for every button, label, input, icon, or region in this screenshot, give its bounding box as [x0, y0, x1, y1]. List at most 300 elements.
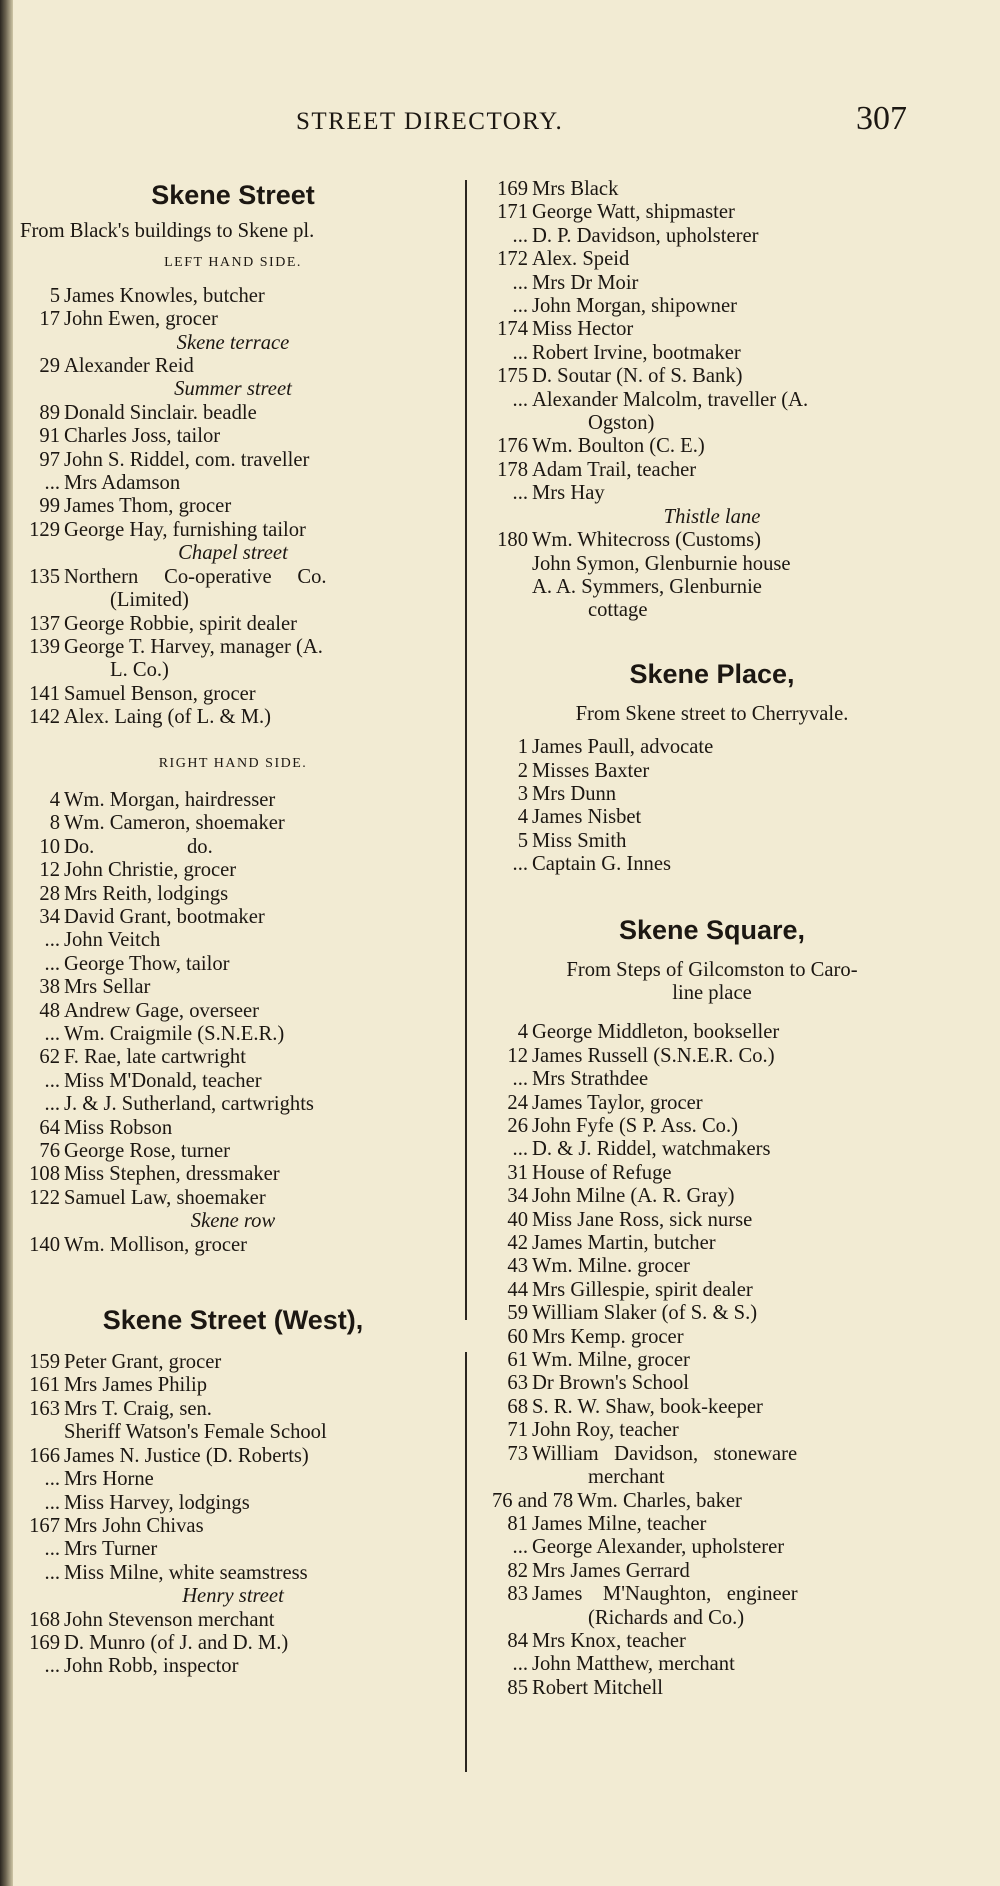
directory-entry [492, 783, 932, 806]
directory-entry [492, 459, 932, 482]
house-number: 59 [507, 1302, 528, 1325]
directory-entry [492, 225, 932, 248]
directory-entry [20, 1163, 446, 1186]
occupant: James M'Naughton, engineer [532, 1583, 798, 1606]
house-number: 171 [497, 201, 528, 224]
occupant: Miss Milne, white seamstress [64, 1561, 308, 1584]
entry-continuation: (Limited) [110, 589, 189, 612]
house-number: ... [44, 1069, 60, 1092]
house-number: ... [512, 388, 528, 411]
directory-entry [492, 1677, 932, 1700]
directory-entry [20, 1023, 446, 1046]
occupant: John Robb, inspector [64, 1655, 239, 1678]
street-extent: From Black's buildings to Skene pl. [20, 220, 315, 242]
directory-entry [492, 760, 932, 783]
house-number: 5 [517, 829, 528, 852]
occupant: S. R. W. Shaw, book-keeper [532, 1395, 763, 1418]
house-number: 28 [39, 882, 60, 905]
directory-entry [20, 472, 446, 495]
occupant: Northern Co-operative Co. [64, 565, 327, 588]
directory-entry [492, 178, 932, 201]
side-heading: LEFT HAND SIDE. [164, 255, 302, 271]
occupant: Donald Sinclair. beadle [64, 401, 257, 424]
occupant: Wm. Milne. grocer [532, 1255, 690, 1278]
occupant: George Thow, tailor [64, 952, 230, 975]
occupant: Do. do. [64, 835, 213, 858]
house-number: 82 [507, 1559, 528, 1582]
column-divider [465, 180, 467, 1320]
occupant: William Davidson, stoneware [532, 1442, 798, 1465]
occupant: Alex. Speid [532, 248, 630, 271]
directory-entry [20, 1234, 446, 1257]
occupant: Mrs Gillespie, spirit dealer [532, 1278, 753, 1301]
occupant: Miss Smith [532, 829, 627, 852]
occupant: Wm. Morgan, hairdresser [64, 788, 276, 811]
house-number: 29 [39, 355, 60, 378]
directory-entry [20, 812, 446, 835]
directory-entry [20, 1140, 446, 1163]
house-number: 163 [29, 1397, 60, 1420]
directory-entry [20, 1000, 446, 1023]
house-number: 5 [49, 284, 60, 307]
occupant: Mrs Black [532, 178, 619, 200]
house-number: ... [44, 1655, 60, 1678]
house-number: ... [512, 1536, 528, 1559]
occupant: George Watt, shipmaster [532, 201, 735, 224]
house-number: ... [512, 224, 528, 247]
directory-entry [20, 1655, 446, 1678]
occupant: D. & J. Riddel, watchmakers [532, 1138, 771, 1161]
entry-list [20, 789, 446, 1257]
occupant: Mrs Turner [64, 1538, 158, 1561]
directory-entry [492, 1209, 932, 1232]
directory-entry [20, 1492, 446, 1515]
directory-entry [492, 1068, 932, 1091]
directory-entry [20, 683, 446, 706]
page-number: 307 [856, 100, 907, 137]
occupant: Mrs Dr Moir [532, 271, 639, 294]
directory-entry [492, 529, 932, 552]
occupant: Miss Hector [532, 318, 634, 341]
directory-entry [20, 859, 446, 882]
occupant: John Stevenson merchant [64, 1608, 275, 1631]
page-binding-edge [0, 0, 13, 1886]
house-number: ... [44, 1491, 60, 1514]
directory-entry [492, 1302, 932, 1325]
directory-entry [492, 1630, 932, 1653]
house-number: 161 [29, 1374, 60, 1397]
directory-entry [492, 1419, 932, 1442]
occupant: Alexander Malcolm, traveller (A. [532, 388, 809, 411]
directory-entry [492, 389, 932, 412]
occupant: D. P. Davidson, upholsterer [532, 224, 759, 247]
house-number: 81 [507, 1512, 528, 1535]
running-title: STREET DIRECTORY. [296, 108, 564, 135]
directory-entry [492, 1349, 932, 1372]
house-number: ... [44, 1538, 60, 1561]
directory-entry [20, 929, 446, 952]
directory-entry [20, 953, 446, 976]
directory-entry [492, 1560, 932, 1583]
cross-street: Skene row [190, 1210, 276, 1233]
house-number: 2 [517, 759, 528, 782]
occupant: Andrew Gage, overseer [64, 999, 259, 1022]
directory-entry [492, 342, 932, 365]
column-divider [465, 1352, 467, 1772]
directory-entry [20, 1046, 446, 1069]
house-number: 4 [49, 788, 60, 811]
house-number: 99 [39, 495, 60, 518]
directory-entry [20, 519, 446, 542]
occupant: James Russell (S.N.E.R. Co.) [532, 1044, 775, 1067]
house-number: 76 [39, 1140, 60, 1163]
directory-entry [20, 1538, 446, 1561]
occupant: Mrs John Chivas [64, 1514, 204, 1537]
house-number: 108 [29, 1163, 60, 1186]
directory-entry [492, 853, 932, 876]
house-number: 167 [29, 1514, 60, 1537]
directory-entry [492, 1045, 932, 1068]
directory-entry [20, 308, 446, 331]
occupant: Robert Irvine, bootmaker [532, 341, 741, 364]
street-heading: Skene Place, [629, 658, 795, 689]
street-heading: Skene Street [151, 180, 315, 210]
directory-entry [20, 706, 446, 729]
house-number: 71 [507, 1419, 528, 1442]
house-number: 60 [507, 1325, 528, 1348]
left-column [20, 178, 446, 1679]
occupant: Dr Brown's School [532, 1372, 690, 1395]
house-number: 17 [39, 308, 60, 331]
entry-list [20, 285, 446, 730]
occupant: John Ewen, grocer [64, 308, 218, 331]
occupant: Samuel Law, shoemaker [64, 1186, 266, 1209]
house-number: ... [44, 1093, 60, 1116]
house-number: 169 [497, 178, 528, 200]
occupant: Miss Harvey, lodgings [64, 1491, 250, 1514]
directory-entry [20, 402, 446, 425]
cross-street: Chapel street [178, 542, 288, 565]
house-number: 44 [507, 1278, 528, 1301]
directory-entry [20, 1117, 446, 1140]
directory-entry [20, 1351, 446, 1374]
occupant: John S. Riddel, com. traveller [64, 448, 310, 471]
directory-entry [492, 1513, 932, 1536]
house-number: 64 [39, 1116, 60, 1139]
house-number: 8 [49, 812, 60, 835]
directory-entry [492, 365, 932, 388]
directory-entry [20, 566, 446, 589]
house-number: ... [44, 1561, 60, 1584]
directory-entry [20, 1398, 446, 1421]
directory-entry [492, 736, 932, 759]
occupant: House of Refuge [532, 1161, 672, 1184]
occupant: Mrs Adamson [64, 472, 181, 495]
occupant: George Rose, turner [64, 1140, 231, 1163]
directory-entry [20, 1562, 446, 1585]
house-number: ... [512, 1068, 528, 1091]
directory-entry [492, 1583, 932, 1606]
house-number: 48 [39, 999, 60, 1022]
house-number: 142 [29, 706, 60, 729]
occupant: J. & J. Sutherland, cartwrights [64, 1093, 314, 1116]
house-number: ... [512, 482, 528, 505]
occupant: Alex. Laing (of L. & M.) [64, 706, 272, 729]
house-number: 172 [497, 248, 528, 271]
house-number: ... [512, 853, 528, 876]
directory-entry [492, 435, 932, 458]
house-number: 168 [29, 1608, 60, 1631]
directory-entry [20, 1445, 446, 1468]
house-number: 73 [507, 1442, 528, 1465]
occupant: James Thom, grocer [64, 495, 232, 518]
occupant: Peter Grant, grocer [64, 1351, 222, 1374]
house-number: 62 [39, 1046, 60, 1069]
occupant: James Martin, butcher [532, 1232, 716, 1255]
directory-entry [20, 285, 446, 308]
directory-entry [492, 830, 932, 853]
house-number: 129 [29, 518, 60, 541]
directory-entry [20, 789, 446, 812]
occupant: George Hay, furnishing tailor [64, 518, 306, 541]
occupant: Adam Trail, teacher [532, 458, 697, 481]
occupant: Wm. Milne, grocer [532, 1349, 690, 1372]
street-extent: line place [672, 981, 752, 1004]
occupant: James Knowles, butcher [64, 284, 265, 307]
directory-entry [20, 836, 446, 859]
directory-entry [20, 906, 446, 929]
house-number: 3 [517, 782, 528, 805]
directory-entry [492, 272, 932, 295]
directory-entry [20, 1609, 446, 1632]
occupant: Mrs James Philip [64, 1374, 208, 1397]
street-extent: From Steps of Gilcomston to Caro- [566, 958, 858, 981]
occupant: Miss Robson [64, 1116, 173, 1139]
house-number: ... [44, 1023, 60, 1045]
house-number: 140 [29, 1233, 60, 1256]
cross-street: Summer street [174, 378, 292, 401]
house-number: 42 [507, 1232, 528, 1255]
house-number: 137 [29, 612, 60, 635]
occupant: Miss Stephen, dressmaker [64, 1163, 280, 1186]
house-number: 169 [29, 1631, 60, 1654]
house-number: 43 [507, 1255, 528, 1278]
directory-entry [492, 295, 932, 318]
occupant: James Nisbet [532, 806, 642, 829]
occupant: Mrs James Gerrard [532, 1559, 690, 1582]
house-number: 139 [29, 635, 60, 658]
directory-entry [20, 883, 446, 906]
occupant: F. Rae, late cartwright [64, 1046, 246, 1069]
house-number: ... [512, 295, 528, 318]
directory-entry [492, 1255, 932, 1278]
occupant: Mrs Reith, lodgings [64, 882, 229, 905]
house-number: ... [512, 341, 528, 364]
occupant: John Morgan, shipowner [532, 295, 737, 318]
occupant: Mrs T. Craig, sen. [64, 1397, 212, 1420]
directory-entry [20, 1515, 446, 1538]
occupant: John Fyfe (S P. Ass. Co.) [532, 1115, 738, 1137]
directory-entry [20, 636, 446, 659]
directory-entry [20, 1187, 446, 1210]
house-number: 159 [29, 1351, 60, 1374]
occupant: Alexander Reid [64, 355, 194, 378]
directory-entry [20, 355, 446, 378]
directory-entry [492, 1162, 932, 1185]
directory-entry [492, 1185, 932, 1208]
directory-entry [20, 1632, 446, 1655]
occupant: Mrs Knox, teacher [532, 1629, 686, 1652]
occupant: John Christie, grocer [64, 859, 237, 882]
house-number: 176 [497, 435, 528, 458]
directory-entry [492, 1232, 932, 1255]
directory-entry: Sheriff Watson's Female School [64, 1421, 327, 1444]
directory-entry: A. A. Symmers, Glenburnie [532, 575, 762, 598]
occupant: Mrs Hay [532, 482, 605, 505]
directory-entry [20, 976, 446, 999]
occupant: George Robbie, spirit dealer [64, 612, 297, 635]
occupant: Samuel Benson, grocer [64, 682, 256, 705]
occupant: Mrs Dunn [532, 782, 617, 805]
cross-street: Henry street [182, 1585, 284, 1608]
occupant: Mrs Strathdee [532, 1068, 649, 1091]
house-number: 166 [29, 1444, 60, 1467]
house-number: 4 [517, 1021, 528, 1044]
house-number: 63 [507, 1372, 528, 1395]
house-number: 12 [507, 1044, 528, 1067]
street-extent: From Skene street to Cherryvale. [575, 702, 849, 725]
house-number: 61 [507, 1349, 528, 1372]
directory-entry [492, 248, 932, 271]
occupant: Misses Baxter [532, 759, 650, 782]
occupant: Mrs Kemp. grocer [532, 1325, 684, 1348]
directory-entry [492, 201, 932, 224]
occupant: John Matthew, merchant [532, 1653, 735, 1676]
directory-entry [492, 1443, 932, 1466]
occupant: George T. Harvey, manager (A. [64, 635, 323, 658]
house-number: 178 [497, 458, 528, 481]
right-column [492, 178, 932, 1700]
house-number: ... [512, 271, 528, 294]
occupant: Mrs Sellar [64, 976, 151, 999]
occupant: Miss Jane Ross, sick nurse [532, 1208, 753, 1231]
street-heading: Skene Square, [618, 914, 806, 945]
occupant: Wm. Whitecross (Customs) [532, 529, 761, 552]
side-heading: RIGHT HAND SIDE. [158, 755, 308, 771]
entry-continuation: cottage [588, 599, 648, 622]
occupant: George Alexander, upholsterer [532, 1536, 785, 1559]
house-number: ... [44, 472, 60, 495]
directory-entry [492, 806, 932, 829]
occupant: James Milne, teacher [532, 1512, 707, 1535]
entry-list [492, 1021, 932, 1700]
house-number: 84 [507, 1629, 528, 1652]
occupant: Captain G. Innes [532, 853, 671, 876]
directory-entry [20, 449, 446, 472]
occupant: John Roy, teacher [532, 1419, 679, 1442]
directory-entry [492, 1279, 932, 1302]
directory-entry [492, 318, 932, 341]
entry-continuation: (Richards and Co.) [588, 1606, 745, 1629]
directory-entry [20, 1374, 446, 1397]
house-number: 91 [39, 425, 60, 448]
house-number: ... [44, 929, 60, 952]
house-number: 83 [507, 1583, 528, 1606]
house-number: 40 [507, 1208, 528, 1231]
house-number: 1 [517, 736, 528, 759]
house-number: 4 [517, 806, 528, 829]
directory-entry [492, 1536, 932, 1559]
occupant: James N. Justice (D. Roberts) [64, 1444, 309, 1467]
occupant: John Milne (A. R. Gray) [532, 1185, 735, 1208]
house-number: ... [512, 1653, 528, 1676]
occupant: Wm. Boulton (C. E.) [532, 435, 705, 458]
directory-entry [492, 1115, 932, 1138]
occupant: Miss M'Donald, teacher [64, 1069, 262, 1092]
occupant: Robert Mitchell [532, 1676, 663, 1699]
house-number: 24 [507, 1091, 528, 1114]
occupant: Mrs Horne [64, 1468, 154, 1491]
house-number: 85 [507, 1676, 528, 1699]
occupant: Wm. Cameron, shoemaker [64, 812, 285, 835]
occupant: George Middleton, bookseller [532, 1021, 780, 1044]
house-number: 26 [507, 1115, 528, 1137]
directory-entry [492, 1021, 932, 1044]
directory-entry [20, 1468, 446, 1491]
house-number: 68 [507, 1395, 528, 1418]
house-number: 97 [39, 448, 60, 471]
entry-continuation: merchant [588, 1466, 665, 1489]
occupant: John Veitch [64, 929, 161, 952]
directory-entry [20, 1093, 446, 1116]
house-number: 76 and 78 [492, 1489, 574, 1512]
house-number: 122 [29, 1186, 60, 1209]
house-number: 38 [39, 976, 60, 999]
occupant: James Paull, advocate [532, 736, 714, 759]
directory-entry: John Symon, Glenburnie house [532, 552, 791, 575]
directory-entry [20, 1070, 446, 1093]
occupant: Wm. Charles, baker [577, 1489, 742, 1512]
directory-entry [492, 1092, 932, 1115]
occupant: Wm. Craigmile (S.N.E.R.) [64, 1023, 285, 1045]
directory-entry [492, 1138, 932, 1161]
house-number: 175 [497, 365, 528, 388]
entry-continuation: L. Co.) [110, 659, 169, 682]
directory-entry [492, 482, 932, 505]
house-number: 141 [29, 682, 60, 705]
house-number: 10 [39, 835, 60, 858]
cross-street: Skene terrace [176, 331, 290, 354]
cross-street: Thistle lane [663, 505, 761, 528]
house-number: 174 [497, 318, 528, 341]
house-number: 34 [39, 905, 60, 928]
house-number: 34 [507, 1185, 528, 1208]
entry-list [20, 1351, 446, 1679]
street-heading: Skene Street (West), [102, 1305, 364, 1336]
occupant: David Grant, bootmaker [64, 905, 265, 928]
directory-entry [492, 1396, 932, 1419]
entry-list [492, 736, 932, 876]
directory-entry [492, 1326, 932, 1349]
occupant: D. Munro (of J. and D. M.) [64, 1631, 289, 1654]
house-number: 135 [29, 565, 60, 588]
house-number: ... [512, 1138, 528, 1161]
running-head [0, 100, 1000, 144]
directory-entry [20, 495, 446, 518]
directory-entry [492, 1372, 932, 1395]
house-number: 89 [39, 401, 60, 424]
directory-entry [20, 613, 446, 636]
